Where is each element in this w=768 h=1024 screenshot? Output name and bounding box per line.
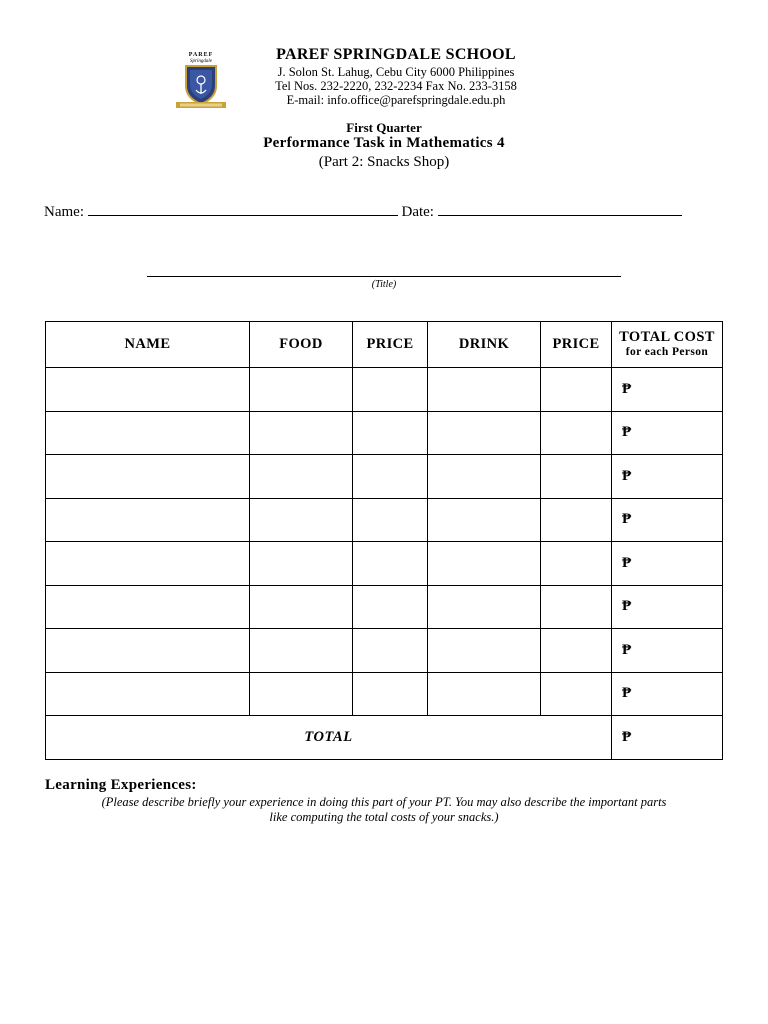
drink-cell[interactable]	[428, 542, 541, 586]
header-price: PRICE	[541, 322, 612, 368]
drink-price-cell[interactable]	[541, 672, 612, 716]
date-blank[interactable]	[438, 202, 682, 216]
name-blank[interactable]	[88, 202, 398, 216]
food-price-cell[interactable]	[353, 542, 428, 586]
drink-price-cell[interactable]	[541, 411, 612, 455]
person-total-cell[interactable]: ₱	[612, 629, 723, 673]
food-price-cell[interactable]	[353, 411, 428, 455]
drink-price-cell[interactable]	[541, 629, 612, 673]
learning-title: Learning Experiences:	[45, 777, 197, 793]
person-total-cell[interactable]: ₱	[612, 455, 723, 499]
food-cell[interactable]	[250, 411, 353, 455]
drink-cell[interactable]	[428, 368, 541, 412]
food-cell[interactable]	[250, 542, 353, 586]
food-price-cell[interactable]	[353, 585, 428, 629]
header-total-cost-sub: for each Person	[625, 346, 709, 358]
food-cell[interactable]	[250, 455, 353, 499]
school-header	[170, 46, 550, 116]
table-row	[46, 455, 723, 499]
drink-price-cell[interactable]	[541, 455, 612, 499]
school-logo	[170, 50, 232, 112]
snacks-table	[45, 321, 723, 760]
school-phone: Tel Nos. 232-2220, 232-2234 Fax No. 233-3158	[275, 79, 517, 93]
date-label: Date:	[401, 204, 434, 220]
food-cell[interactable]	[250, 585, 353, 629]
person-total-cell[interactable]: ₱	[612, 672, 723, 716]
quarter-label: First Quarter	[346, 120, 422, 135]
svg-text:Springdale: Springdale	[190, 59, 212, 64]
name-cell[interactable]	[46, 411, 250, 455]
total-row	[46, 716, 723, 760]
drink-cell[interactable]	[428, 455, 541, 499]
header-price: PRICE	[353, 322, 428, 368]
header-drink: DRINK	[428, 322, 541, 368]
school-name: PAREF SPRINGDALE SCHOOL	[276, 46, 516, 63]
food-price-cell[interactable]	[353, 368, 428, 412]
person-total-cell[interactable]: ₱	[612, 368, 723, 412]
page-title: Performance Task in Mathematics 4	[263, 135, 505, 151]
page-subtitle: (Part 2: Snacks Shop)	[318, 154, 450, 170]
drink-cell[interactable]	[428, 585, 541, 629]
food-price-cell[interactable]	[353, 672, 428, 716]
drink-price-cell[interactable]	[541, 498, 612, 542]
name-label: Name:	[44, 204, 84, 220]
title-blank[interactable]	[147, 276, 621, 277]
table-header-row	[46, 322, 723, 368]
food-price-cell[interactable]	[353, 498, 428, 542]
learning-instructions	[40, 795, 728, 825]
name-cell[interactable]	[46, 542, 250, 586]
drink-cell[interactable]	[428, 629, 541, 673]
learning-instructions-line1: (Please describe briefly your experience in doing this part of your PT. You may also describe the important parts	[101, 795, 667, 809]
person-total-cell[interactable]: ₱	[612, 411, 723, 455]
name-cell[interactable]	[46, 368, 250, 412]
header-total-cost	[612, 322, 723, 368]
table-row	[46, 629, 723, 673]
name-cell[interactable]	[46, 672, 250, 716]
name-cell[interactable]	[46, 455, 250, 499]
svg-text:PAREF: PAREF	[188, 52, 214, 58]
table-row	[46, 585, 723, 629]
table-row	[46, 672, 723, 716]
name-date-line	[44, 202, 682, 221]
food-cell[interactable]	[250, 672, 353, 716]
drink-cell[interactable]	[428, 498, 541, 542]
table-row	[46, 542, 723, 586]
table-row	[46, 498, 723, 542]
food-cell[interactable]	[250, 629, 353, 673]
title-caption: (Title)	[371, 279, 397, 290]
drink-price-cell[interactable]	[541, 542, 612, 586]
header-food: FOOD	[250, 322, 353, 368]
name-cell[interactable]	[46, 585, 250, 629]
food-price-cell[interactable]	[353, 455, 428, 499]
person-total-cell[interactable]: ₱	[612, 498, 723, 542]
school-email: E-mail: info.office@parefspringdale.edu.ph	[286, 93, 506, 107]
total-amount-cell[interactable]: ₱	[612, 716, 723, 760]
food-price-cell[interactable]	[353, 629, 428, 673]
food-cell[interactable]	[250, 498, 353, 542]
table-row	[46, 368, 723, 412]
header-name: NAME	[46, 322, 250, 368]
drink-cell[interactable]	[428, 411, 541, 455]
drink-price-cell[interactable]	[541, 368, 612, 412]
table-row	[46, 411, 723, 455]
header-total-cost-label: TOTAL COST	[619, 329, 715, 345]
food-cell[interactable]	[250, 368, 353, 412]
total-label: TOTAL	[46, 716, 612, 760]
drink-cell[interactable]	[428, 672, 541, 716]
name-cell[interactable]	[46, 498, 250, 542]
drink-price-cell[interactable]	[541, 585, 612, 629]
person-total-cell[interactable]: ₱	[612, 585, 723, 629]
person-total-cell[interactable]: ₱	[612, 542, 723, 586]
learning-instructions-line2: like computing the total costs of your snacks.)	[269, 810, 499, 824]
name-cell[interactable]	[46, 629, 250, 673]
school-address: J. Solon St. Lahug, Cebu City 6000 Philippines	[277, 65, 515, 79]
